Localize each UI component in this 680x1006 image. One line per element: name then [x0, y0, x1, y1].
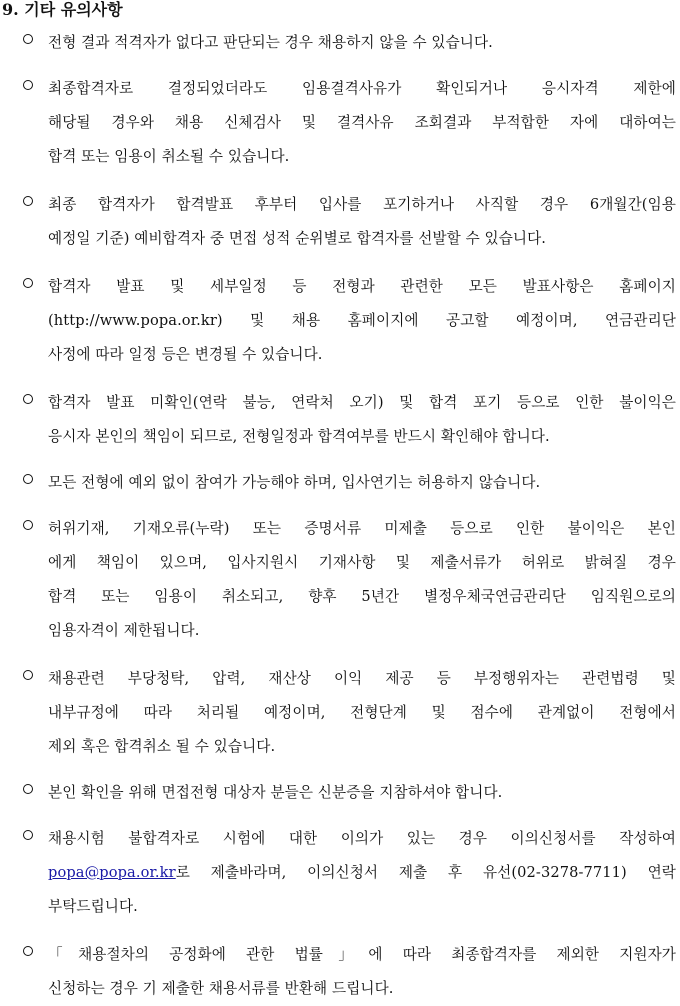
list-item [0, 822, 680, 924]
list-item [0, 662, 680, 764]
item-line: 채용시험 불합격자로 시험에 대한 이의가 있는 경우 이의신청서를 작성하여 [48, 830, 676, 847]
notice-list [0, 26, 680, 1006]
item-line: 임용자격이 제한됩니다. [48, 622, 200, 639]
item-line: 합격자 발표 미확인(연락 불능, 연락처 오기) 및 합격 포기 등으로 인한 불이익은 [48, 394, 676, 411]
circle-bullet-icon [23, 474, 33, 484]
item-line: 「채용절차의 공정화에 관한 법률」에 따라 최종합격자를 제외한 지원자가 [48, 946, 676, 963]
circle-bullet-icon [23, 278, 33, 288]
item-line: 신청하는 경우 기 제출한 채용서류를 반환해 드립니다. [48, 980, 394, 997]
item-line: 응시자 본인의 책임이 되므로, 전형일정과 합격여부를 반드시 확인해야 합니다. [48, 428, 550, 445]
item-line [48, 856, 676, 890]
item-line-text: 로 제출바라며, 이의신청서 제출 후 유선(02-3278-7711) 연락 [175, 864, 676, 881]
list-item [0, 776, 680, 810]
item-line: 해당될 경우와 채용 신체검사 및 결격사유 조회결과 부적합한 자에 대하여는 [48, 114, 676, 131]
item-line: 전형 결과 적격자가 없다고 판단되는 경우 채용하지 않을 수 있습니다. [48, 34, 493, 51]
item-line: (http://www.popa.or.kr) 및 채용 홈페이지에 공고할 예정이며, 연금관리단 [48, 312, 676, 329]
list-item [0, 512, 680, 648]
circle-bullet-icon [23, 196, 33, 206]
list-item [0, 72, 680, 174]
item-line: 사정에 따라 일정 등은 변경될 수 있습니다. [48, 346, 323, 363]
item-line: 최종합격자로 결정되었더라도 임용결격사유가 확인되거나 응시자격 제한에 [48, 80, 676, 97]
circle-bullet-icon [23, 80, 33, 90]
circle-bullet-icon [23, 670, 33, 680]
circle-bullet-icon [23, 520, 33, 530]
item-line: 채용관련 부당청탁, 압력, 재산상 이익 제공 등 부정행위자는 관련법령 및 [48, 670, 676, 687]
list-item [0, 938, 680, 1006]
item-line: 본인 확인을 위해 면접전형 대상자 분들은 신분증을 지참하셔야 합니다. [48, 784, 503, 801]
item-line: 에게 책임이 있으며, 입사지원시 기재사항 및 제출서류가 허위로 밝혀질 경우 [48, 554, 676, 571]
list-item [0, 386, 680, 454]
item-line: 최종 합격자가 합격발표 후부터 입사를 포기하거나 사직할 경우 6개월간(임용 [48, 196, 676, 213]
email-link[interactable]: popa@popa.or.kr [48, 864, 176, 881]
list-item [0, 270, 680, 372]
item-line: 합격 또는 임용이 취소되고, 향후 5년간 별정우체국연금관리단 임직원으로의 [48, 588, 676, 605]
circle-bullet-icon [23, 784, 33, 794]
item-line: 합격 또는 임용이 취소될 수 있습니다. [48, 148, 290, 165]
circle-bullet-icon [23, 830, 33, 840]
list-item [0, 26, 680, 60]
circle-bullet-icon [23, 946, 33, 956]
circle-bullet-icon [23, 394, 33, 404]
list-item [0, 188, 680, 256]
item-line: 모든 전형에 예외 없이 참여가 가능해야 하며, 입사연기는 허용하지 않습니다. [48, 474, 541, 491]
list-item [0, 466, 680, 500]
item-line: 제외 혹은 합격취소 될 수 있습니다. [48, 738, 276, 755]
item-line: 예정일 기준) 예비합격자 중 면접 성적 순위별로 합격자를 선발할 수 있습니다. [48, 230, 547, 247]
item-line: 허위기재, 기재오류(누락) 또는 증명서류 미제출 등으로 인한 불이익은 본인 [48, 520, 676, 537]
item-line: 부탁드립니다. [48, 898, 138, 915]
section-heading: 9. 기타 유의사항 [2, 0, 123, 19]
item-line: 합격자 발표 및 세부일정 등 전형과 관련한 모든 발표사항은 홈페이지 [48, 278, 676, 295]
circle-bullet-icon [23, 34, 33, 44]
item-line: 내부규정에 따라 처리될 예정이며, 전형단계 및 점수에 관계없이 전형에서 [48, 704, 676, 721]
